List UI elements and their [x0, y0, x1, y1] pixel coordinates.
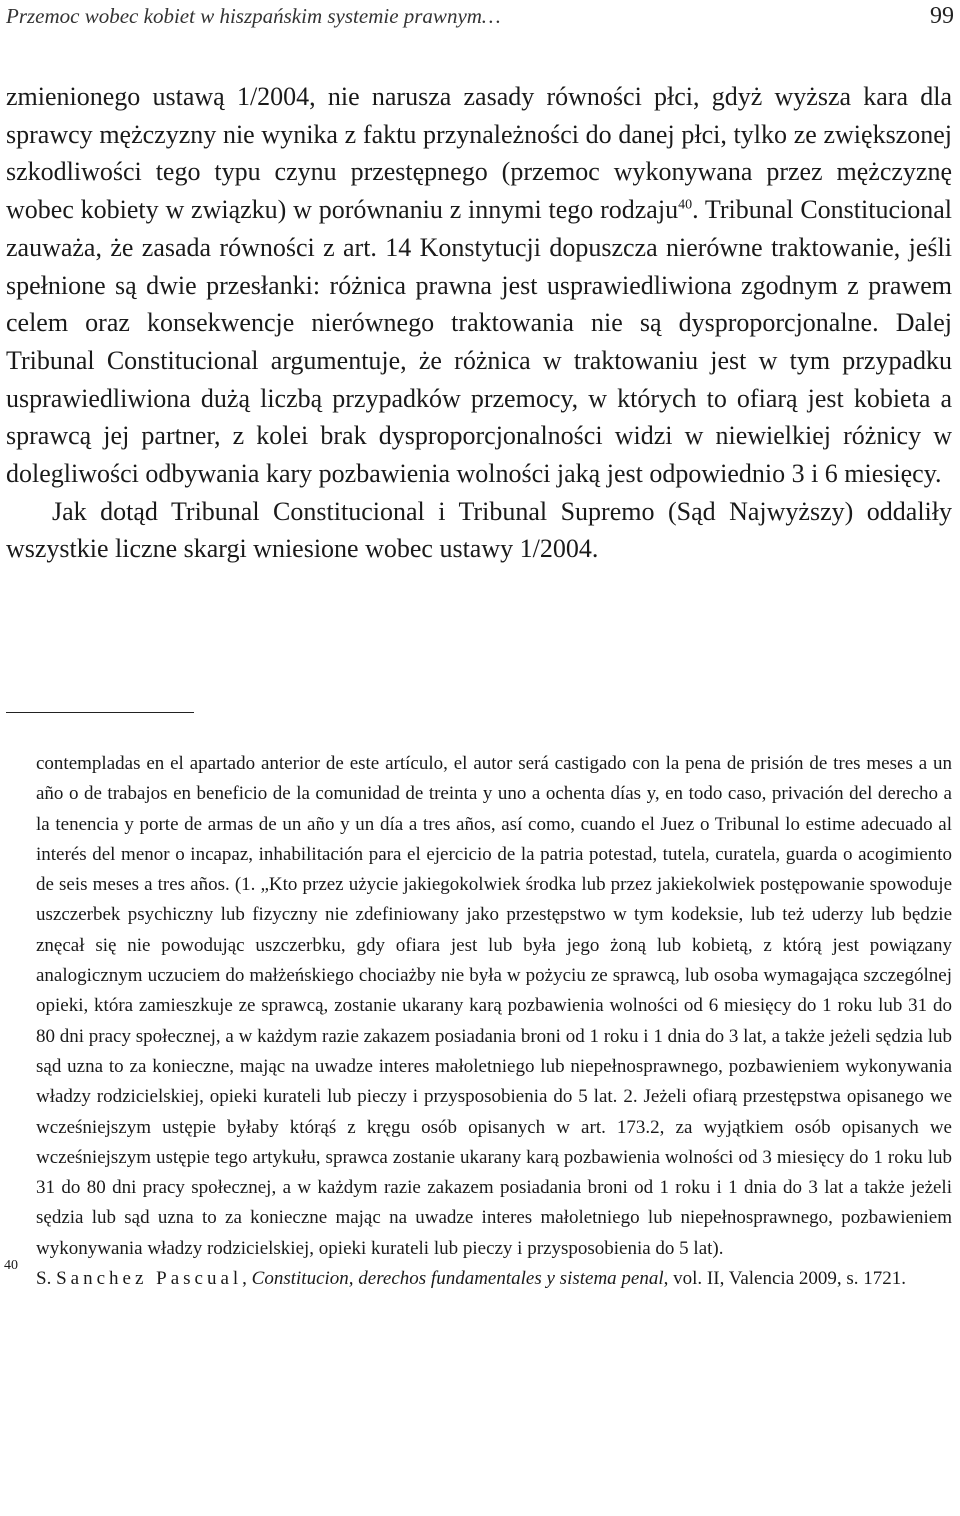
footnote-continued: contempladas en el apartado anterior de este artículo, el autor será castigado con la pena de prisión de tres meses a un año o de trabajos en beneficio de la comunidad de treinta y uno a ochenta días y, en todo caso, privación del derecho a la tenencia y porte de armas de un año y un día a tres años, así como, cuando el Juez o Tribunal lo estime adecuado al interés del menor o incapaz, inhabilitación para el ejercicio de la patria potestad, tutela, curatela, guarda o acogimiento de seis meses a tres años. (1. „Kto przez użycie jakiegokolwiek środka lub przez jakiekolwiek postępowanie spowoduje uszczerbek psychiczny lub fizyczny nie zdefiniowany jako przestępstwo w tym kodeksie, lub też uderzy lub będzie znęcał się nie powodując uszczerbku, gdy ofiara jest lub była jego żoną lub kobietą, z którą jest powiązany analogicznym uczuciem do małżeńskiego chociażby nie była w pożyciu ze sprawcą, lub osoba wymagająca szczególnej opieki, która zamieszkuje ze sprawcą, zostanie ukarany karą pozbawienia wolności od 6 miesięcy do 1 roku lub 31 do 80 dni pracy społecznej, a w każdym razie zakazem posiadania broni od 1 roku i 1 dnia do 3 lat, a także jeżeli sędzia lub sąd uzna to za konieczne, mając na uwadze interes małoletniego lub niepełnosprawnego, pozbawieniem wykonywania władzy rodzicielskiej, opieki kurateli lub pieczy i przysposobienia do 5 lat. 2. Jeżeli ofiarą przestępstwa opisanego we wcześniejszym ustępie byłaby którąś z kręgu osób opisanych w art. 173.2, za wyjątkiem osób opisanych we wcześniejszym ustępie tego artykułu, sprawca zostanie ukarany karą pozbawienia wolności od 3 miesięcy do 1 roku lub 31 do 80 dni pracy społecznej, a w każdym razie zakazem posiadania broni od 1 roku i 1 dnia do 3 lat a także jeżeli sędzia lub sąd uzna to za konieczne mając na uwadze interes małoletniego lub niepełnosprawnego, pozbawieniem wykonywania władzy rodzicielskiej, opieki kurateli lub pieczy i przysposobienia do 5 lat). — [36, 753, 952, 1259]
footnote-divider — [6, 712, 194, 713]
footnote-40-rest: , vol. II, Valencia 2009, s. 1721. — [663, 1268, 907, 1290]
footnote-40-title: Constitucion, derechos fundamentales y sistema penal — [251, 1268, 664, 1290]
paragraph-1 — [6, 78, 952, 493]
paragraph-1-part-b: . Tribunal Constitucional zauważa, że zasada równości z art. 14 Konstytucji dopuszcza nierówne traktowanie, jeśli spełnione są dwie przesłanki: różnica prawna jest usprawiedliwiona zgodnym z prawem celem oraz konsekwencje nierównego traktowania nie są dysproporcjonalne. Dalej Tribunal Constitucional argumentuje, że różnica w traktowaniu jest w tym przypadku usprawiedliwiona dużą liczbą przypadków przemocy, w których to ofiarą jest kobieta a sprawcą jej partner, z kolei brak dysproporcjonalności widzi w niewielkiej różnicy w dolegliwości odbywania kary pozbawienia wolności jaką jest odpowiednio 3 i 6 miesięcy. — [6, 195, 952, 489]
footnote-40-author: Sanchez Pascual — [56, 1268, 243, 1290]
paragraph-2: Jak dotąd Tribunal Constitucional i Tribunal Supremo (Sąd Najwyższy) oddaliły wszystkie liczne skargi wniesione wobec ustawy 1/2004. — [6, 496, 952, 564]
footnote-reference-40[interactable]: 40 — [678, 197, 693, 213]
footnote-40-initial: S. — [36, 1268, 52, 1290]
paragraph-1-part-a: zmienionego ustawą 1/2004, nie narusza zasady równości płci, gdyż wyższa kara dla sprawcy mężczyzny nie wynika z faktu przynależności do danej płci, tylko ze zwiększonej szkodliwości tego typu czynu przestępnego (przemoc wykonywana przez mężczyznę wobec kobiety w związku) w porównaniu z innymi tego rodzaju — [6, 82, 952, 225]
running-head: Przemoc wobec kobiet w hiszpańskim systemie prawnym… — [6, 4, 501, 28]
footnote-40 — [4, 1258, 952, 1294]
main-text — [6, 78, 952, 568]
footnote-40-comma: , — [242, 1268, 247, 1290]
page-number: 99 — [930, 3, 954, 29]
footnotes — [4, 749, 952, 1294]
page-header — [6, 2, 954, 32]
footnote-40-marker: 40 — [4, 1258, 18, 1274]
